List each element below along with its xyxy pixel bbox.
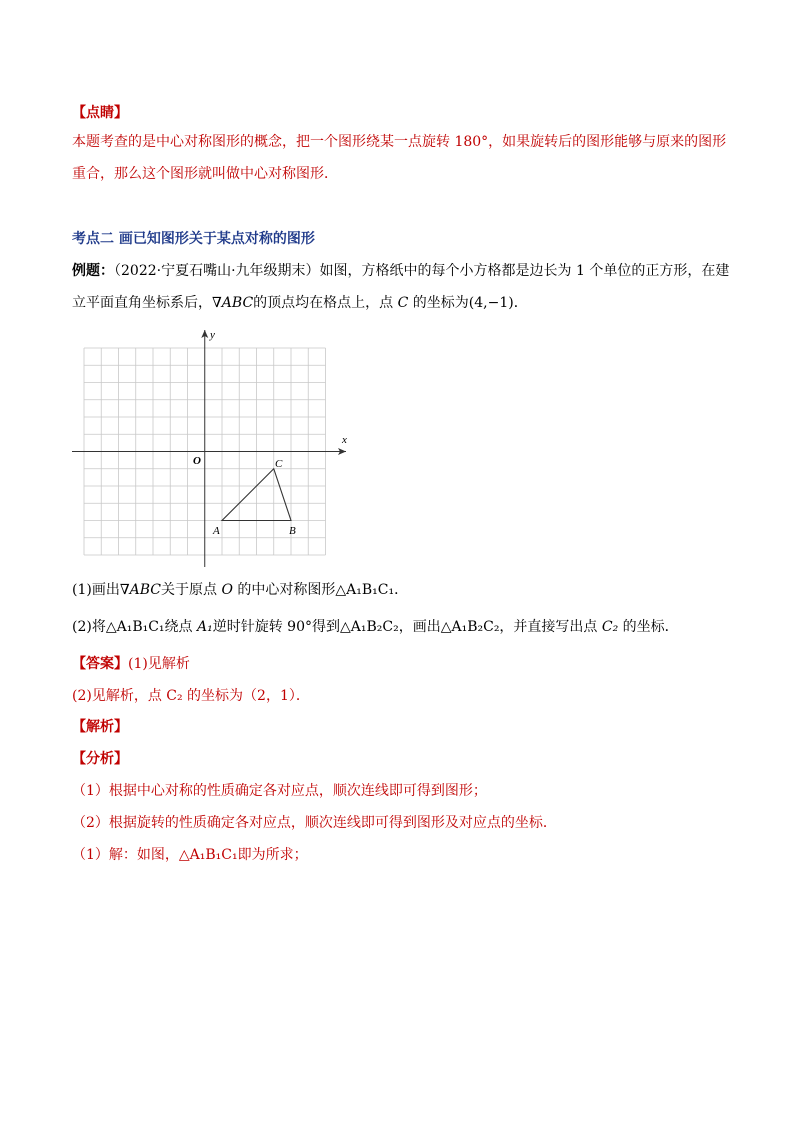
q1-prefix: (1)画出∇: [72, 582, 130, 598]
q2-prefix: (2)将△A₁B₁C₁绕点: [72, 619, 197, 635]
question-1: [72, 580, 408, 600]
question-2: [72, 617, 679, 637]
fenxi-line-2: （2）根据旋转的性质确定各对应点，顺次连线即可得到图形及对应点的坐标．: [72, 815, 557, 831]
fenxi-heading: 【分析】: [72, 751, 128, 767]
section-title: 考点二 画已知图形关于某点对称的图形: [72, 231, 315, 247]
x-axis-label: x: [342, 434, 347, 446]
example-text-2a: 立平面直角坐标系后，∇: [72, 295, 222, 311]
example-text-2c: 的坐标为: [408, 295, 469, 311]
q2-mid: 逆时针旋转 90°得到△A₁B₂C₂，画出△A₁B₂C₂，并直接写出点: [212, 619, 602, 635]
q2-tail: 的坐标．: [618, 619, 679, 635]
origin-label: O: [193, 455, 201, 467]
fenxi-line-1: （1）根据中心对称的性质确定各对应点，顺次连线即可得到图形；: [72, 783, 487, 799]
answer-line-1: [72, 654, 190, 674]
dianjing-line-2: 重合，那么这个图形就叫做中心对称图形．: [72, 166, 338, 182]
example-text-2d: ．: [513, 295, 528, 311]
example-text-1: （2022·宁夏石嘴山·九年级期末）如图，方格纸中的每个小方格都是边长为 1 个单位的正方形，在建: [114, 263, 730, 279]
coordinate-grid-figure: [66, 324, 366, 574]
q1-origin-label: O: [221, 582, 233, 598]
q2-a1-label: A₁: [197, 619, 213, 635]
y-axis-label: y: [210, 329, 215, 341]
answer-heading: 【答案】: [72, 656, 128, 672]
jiexi-heading: 【解析】: [72, 719, 128, 735]
coord-value: (4,−1): [468, 295, 514, 311]
q1-triangle-label: ABC: [129, 582, 161, 598]
fenxi-line-3: （1）解：如图，△A₁B₁C₁即为所求；: [72, 847, 308, 863]
triangle-abc-label: ABC: [221, 295, 254, 311]
q1-mid: 关于原点: [160, 582, 222, 598]
point-b-label: B: [289, 525, 296, 537]
example-label: 例题：: [72, 263, 114, 279]
example-line-2: [72, 293, 528, 313]
q1-tail: 的中心对称图形△A₁B₁C₁．: [232, 582, 409, 598]
point-a-label: A: [213, 525, 220, 537]
answer-part-1: (1)见解析: [128, 656, 190, 672]
example-text-2b: 的顶点均在格点上，点: [253, 295, 398, 311]
dianjing-heading: 【点睛】: [72, 105, 128, 121]
point-c-label: C: [397, 295, 409, 311]
point-c-label-figure: C: [275, 458, 283, 470]
example-line-1: [72, 261, 729, 281]
q2-c2-label: C₂: [601, 619, 619, 635]
answer-part-2: (2)见解析，点 C₂ 的坐标为（2，1）．: [72, 688, 310, 704]
dianjing-line-1: 本题考查的是中心对称图形的概念，把一个图形绕某一点旋转 180°，如果旋转后的图形能够与原来的图形: [72, 134, 727, 150]
